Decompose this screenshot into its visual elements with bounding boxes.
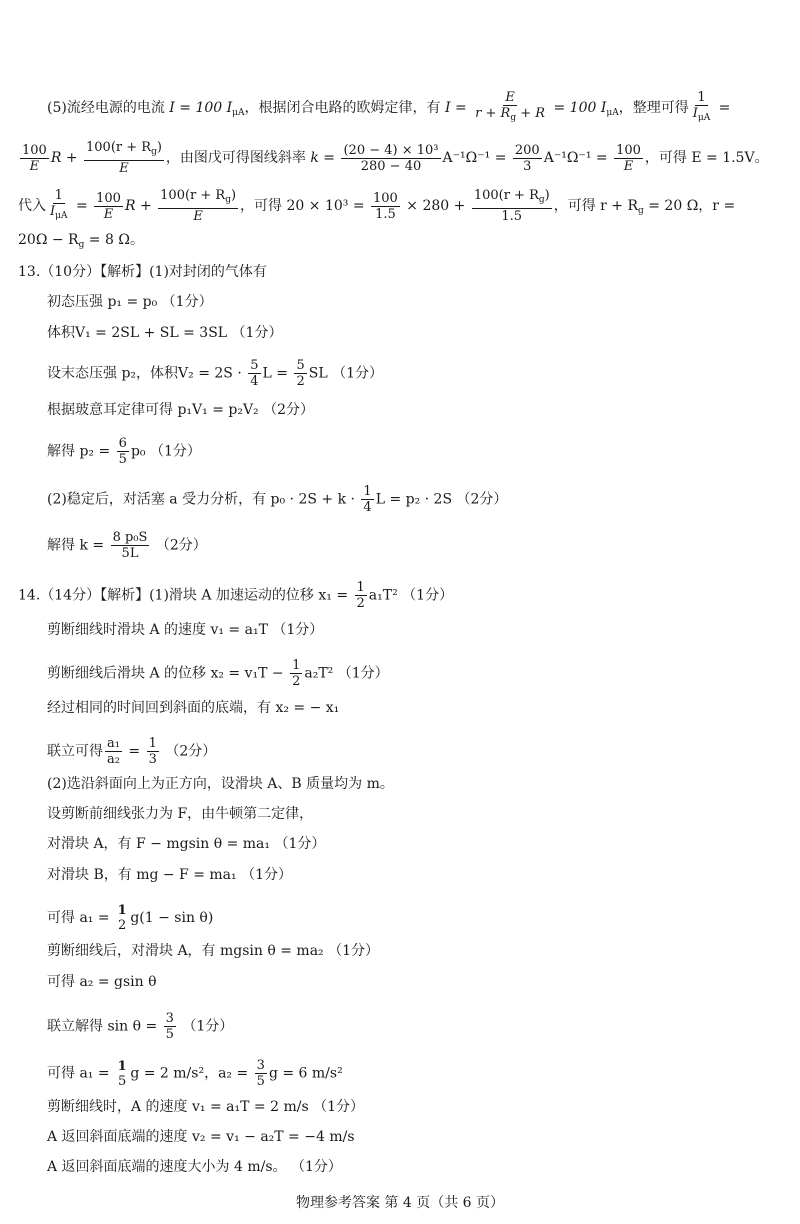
q14-line3: 经过相同的时间回到斜面的底端，有 x₂ = − x₁ (47, 700, 340, 716)
q12-5-line1: (5)流经电源的电流 I = 100 $I_{\mu A}$，根据闭合电路的欧姆定律，有 I = $\frac{E}{r + R_g + R}$ = 100 $I_{\mu A}$，整理可得 1 $I_{\mu A}$ = (47, 90, 730, 126)
q14-line11: 可得 a₂ = gsin θ (47, 974, 157, 990)
slope-fraction: $\frac{\text{(20 − 4) × 10³}}{280 - 40}$ (343, 142, 439, 174)
q13-line3: 设末态压强 p₂，体积V₂ = 2S · $\frac{5}{4}$ L = $\frac{5}{2}$ SL （1分） (47, 358, 383, 389)
q14-header: 14.（14分）【解析】(1)滑块 A 加速运动的位移 x₁ = $\frac{1}{2}$ a₁T² （1分） (18, 580, 454, 611)
q14-line7: 对滑块 A，有 F − mgsin θ = ma₁ （1分） (47, 836, 326, 852)
q13-line4: 根据玻意耳定律可得 p₁V₁ = p₂V₂ （2分） (47, 402, 315, 418)
q13-line5: 解得 p₂ = $\frac{6}{5}$ p₀ （1分） (47, 436, 201, 467)
q14-line13: 可得 a₁ = 1 5 g = 2 m/s²，a₂ = $\frac{3}{5}$ g = 6 m/s² (47, 1058, 343, 1089)
q12-5-line3: 代入 1 $I_{\mu A}$ = $\frac{100}{E}$ R + $\frac{100(r + R_g)}{E}$ ，可得 20 × 10³ = $\frac{100}{1.5}$ × 280 + $\frac{100(r + R_g)}{1.5}$ ，可得 $r + R_g = 20$ Ω，r = (18, 188, 736, 224)
q13-line6: (2)稳定后，对活塞 a 受力分析，有 p₀ · 2S + k · $\frac{1}{4}$ L = p₂ · 2S （2分） (47, 484, 508, 515)
q14-line10: 剪断细线后，对滑块 A，有 mgsin θ = ma₂ （1分） (47, 943, 380, 959)
q14-line5: (2)选沿斜面向上为正方向，设滑块 A、B 质量均为 m。 (47, 776, 394, 792)
q14-line4: 联立可得 $\frac{\text{a₁}}{\text{a₂}}$ = $\frac{1}{3}$ （2分） (47, 736, 217, 767)
q13-header: 13.（10分）【解析】(1)对封闭的气体有 (18, 264, 267, 280)
q14-line15: A 返回斜面底端的速度 v₂ = v₁ − a₂T = −4 m/s (47, 1129, 355, 1145)
q14-line6: 设剪断前细线张力为 F，由牛顿第二定律， (47, 806, 314, 822)
q14-line1: 剪断细线时滑块 A 的速度 v₁ = a₁T （1分） (47, 622, 324, 638)
fraction-E-over-total: $\frac{E}{r + R_g + R}$ (475, 90, 546, 123)
q12-5-line4: $20\Omega - R_g = 8$ Ω。 (18, 232, 144, 250)
q14-line16: A 返回斜面底端的速度大小为 4 m/s。 （1分） (47, 1159, 342, 1175)
q13-line2: 体积V₁ = 2SL + SL = 3SL （1分） (47, 325, 283, 341)
page-footer: 物理参考答案 第 4 页（共 6 页） (295, 1195, 505, 1211)
q14-line14: 剪断细线时，A 的速度 v₁ = a₁T = 2 m/s （1分） (47, 1099, 364, 1115)
q14-line12: 联立解得 sin θ = $\frac{3}{5}$ （1分） (47, 1011, 234, 1042)
q14-line8: 对滑块 B，有 mg − F = ma₁ （1分） (47, 867, 292, 883)
q13-line7: 解得 k = $\frac{\text{8 p₀S}}{5L}$ （2分） (47, 530, 207, 561)
q12-5-line2: $\frac{100}{E}$ R + $\frac{100(r + R_g)}{E}$ ，由图戊可得图线斜率 k = $\frac{\text{(20 − 4) × 10³}}{280 - 40}$ A⁻¹Ω⁻¹ = $\frac{200}{3}$ A⁻¹Ω⁻¹ = $\frac{100}{E}$ ，可得 E = 1.5V。 (22, 140, 769, 176)
q14-line2: 剪断细线后滑块 A 的位移 x₂ = v₁T − $\frac{1}{2}$ a₂T² （1分） (47, 658, 389, 689)
q14-line9: 可得 a₁ = 1 2 g(1 − sin θ) (47, 903, 214, 933)
q13-line1: 初态压强 p₁ = p₀ （1分） (47, 294, 213, 310)
